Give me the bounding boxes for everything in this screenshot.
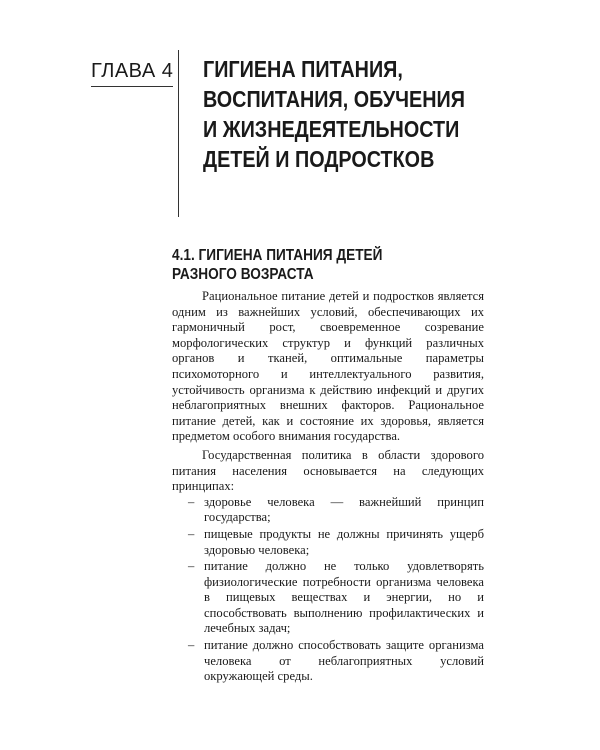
list-dash: – bbox=[188, 494, 195, 509]
chapter-title bbox=[203, 54, 521, 174]
chapter-divider bbox=[178, 50, 179, 217]
paragraph: Государственная политика в области здорового питания населения основывается на следующих принципах: bbox=[172, 447, 484, 494]
list-dash: – bbox=[188, 526, 195, 541]
list-item-text: питание должно способствовать защите организма человека от неблагоприятных условий окружающей среды. bbox=[204, 638, 484, 684]
list-item-text: здоровье человека — важнейший принцип государства; bbox=[204, 494, 484, 525]
list-item-text: питание должно не только удовлетворять физиологические потребности организма человека в пищевых веществах и энергии, но и способствовать выполнению профилактических и лечебных задач; bbox=[204, 559, 484, 636]
chapter-title-line: ВОСПИТАНИЯ, ОБУЧЕНИЯ bbox=[203, 86, 465, 112]
list-item bbox=[172, 638, 484, 685]
list-item bbox=[172, 559, 484, 637]
section-heading-line: РАЗНОГО ВОЗРАСТА bbox=[172, 266, 314, 283]
chapter-label: ГЛАВА 4 bbox=[91, 60, 174, 82]
paragraph: Рациональное питание детей и подростков является одним из важнейших условий, обеспечивающих их гармоничный рост, своевременное созревание морфологических структур и функций различных органов и тканей, оптимальные параметры психомоторного и интеллектуального развития, устойчивость организма к действию инфекций и других неблагоприятных внешних факторов. Рациональное питание детей, как и состояние их здоровья, является предметом особого внимания государства. bbox=[172, 289, 484, 444]
chapter-title-line: И ЖИЗНЕДЕЯТЕЛЬНОСТИ bbox=[203, 116, 460, 142]
list-dash: – bbox=[188, 559, 195, 574]
section-heading-line: 4.1. ГИГИЕНА ПИТАНИЯ ДЕТЕЙ bbox=[172, 247, 383, 264]
principles-list bbox=[172, 495, 484, 685]
list-dash: – bbox=[188, 638, 195, 653]
chapter-title-line: ДЕТЕЙ И ПОДРОСТКОВ bbox=[203, 146, 435, 172]
section-heading bbox=[172, 246, 454, 284]
list-item bbox=[172, 527, 484, 558]
chapter-label-underline bbox=[91, 86, 173, 87]
list-item bbox=[172, 495, 484, 526]
list-item-text: пищевые продукты не должны причинять ущерб здоровью человека; bbox=[204, 526, 484, 557]
body-text bbox=[172, 289, 484, 686]
chapter-title-line: ГИГИЕНА ПИТАНИЯ, bbox=[203, 56, 403, 82]
